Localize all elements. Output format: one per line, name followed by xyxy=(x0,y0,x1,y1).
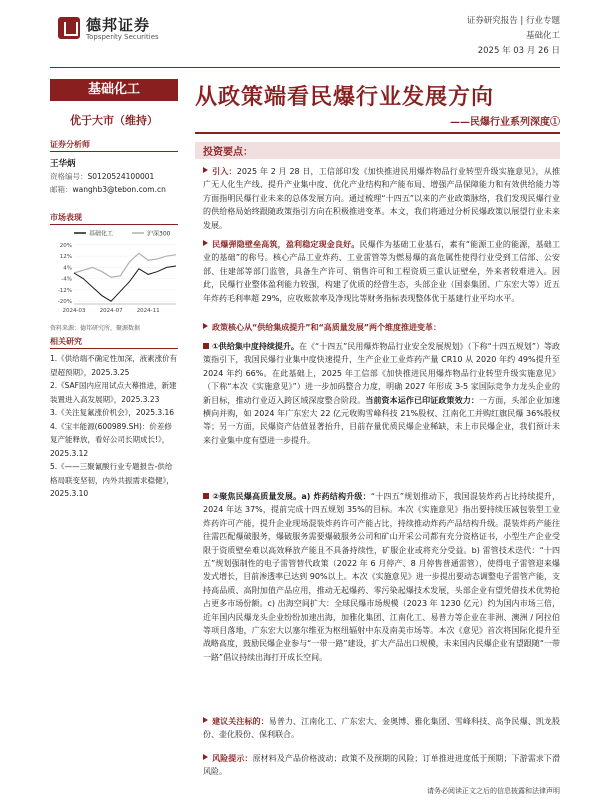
bullet-icon xyxy=(203,240,208,246)
cert-number: S0120524100001 xyxy=(87,172,155,181)
header-divider xyxy=(50,67,560,68)
risk-label: 风险提示： xyxy=(212,754,253,763)
intro-paragraph xyxy=(203,165,560,232)
supply-bold: 当前资本运作已印证政策效力： xyxy=(365,395,479,405)
y-tick-label: 20% xyxy=(59,242,72,249)
square-bullet-icon xyxy=(203,343,209,349)
recommend-label: 建议关注标的： xyxy=(212,717,269,726)
email-link[interactable]: wanghb3@tebon.com.cn xyxy=(72,185,166,194)
quality-sub-a: a) 炸药结构升级： xyxy=(301,492,371,501)
related-item[interactable]: 5.《——三聚氰酸行业专题报告-供给格局联变坚韧，内外共振需求稳健》，2025.3.10 xyxy=(50,462,174,498)
quality-text: “十四五”规划推动下，我国混装炸药占比持续提升，2024 年达 37%，提前完成十四五规划 35%的目标。本次《实施意见》指出要持续压减包装型工业炸药许可产能，提升企业现场混装炸药许可产能占比，持续推动炸药产品结构升级。混装炸药产能往往需匹配爆破服务，爆破服务需要爆破服务公司和矿山开采公司都有充分资格证书，小型生产企业受限于资质壁垒难以高效释放产能且不具备持续性，矿服企业或将充分受益。b) 雷管技术迭代：“十四五”规划强制性的电子雷管替代政策（2022 年 6 月停产、8 月停售普通雷管），使得电子雷管迎来爆发式增长，目前渗透率已达到 90%以上。本次《实施意见》进一步提出要动态调整电子雷管产能，支持高品质、高附加值产品应用，推动无起爆药、零污染起爆技术发展，头部企业有望凭借技术优势抢占更多市场份额。c) 出海空间扩大：全球民爆市场规模（2023 年 1230 亿元）约为国内市场三倍，近年国内民爆龙头企业纷纷加速出海，加雅化集团、江南化工、易普力等企业在非洲、澳洲 / 阿拉伯等项目落地，广东宏大以塞尔维亚为枢纽辐射中东及南美市场等。本次《意见》首次将国际化提升至战略高度，鼓励民爆企业参与“一带一路”建设，扩大产品出口规模，未来国内民爆企业有望跟随“一带一路”倡议持续出海打开成长空间。 xyxy=(203,492,560,662)
cert-label: 资格编号： xyxy=(50,172,88,181)
intro-label: 引入： xyxy=(212,167,237,176)
analyst-email xyxy=(50,184,166,195)
report-date: 2025 年 03 月 26 日 xyxy=(477,46,560,56)
logo-text: 德邦证券 xyxy=(86,16,151,34)
recommend-text: 易普力、江南化工、广东宏大、金奥博、雅化集团、雪峰科技、高争民爆、凯龙股份、壶化股份、保利联合。 xyxy=(203,717,561,740)
related-heading: 相关研究 xyxy=(50,336,178,349)
y-tick-label: 12% xyxy=(59,254,72,261)
related-item[interactable]: 2.《SAF国内应用试点大幕推进，新建装置进入高发展期》，2025.3.23 xyxy=(50,381,177,404)
intro-text: 2025 年 2 月 28 日，工信部印发《加快推进民用爆炸物品行业转型升级实施意见》，从推广无人化生产线、提升产业集中度、优化产业结构和产能布局、增强产品保障能力和有效供给能力等方面指明民爆行业未来的总体发展方向。通过梳理“十四五”以来的产业政策脉络，我们发现民爆行业的供给格局始终跟随政策指引方向在积极推进变革。本文，我们将通过分析民爆政策以展望行业未来发展。 xyxy=(203,167,561,230)
related-item[interactable]: 3.《关注复氟涨价机会》，2025.3.16 xyxy=(50,408,175,417)
y-tick-label: 4% xyxy=(63,265,72,272)
barrier-paragraph xyxy=(203,238,560,305)
page-subtitle: ——民爆行业系列深度① xyxy=(450,117,560,128)
square-bullet-icon xyxy=(203,493,209,499)
y-tick-label: -20% xyxy=(57,299,72,306)
supply-label: ①供给集中度持续提升。 xyxy=(212,342,299,351)
title-divider xyxy=(195,132,560,134)
barrier-text: 民爆作为基础工业基石，素有“能源工业的能源，基础工业的基础”的称号。核心产品工业炸药、工业雷管等为燃易爆的高危属性使得行业受到工信部、公安部、住建部等部门监管，具备生产许可、销售许可和工程资质三重认证壁垒，外来者较难进入。因此，民爆行业整体盈利能力较强，构建了优质的经营生态，头部企业（国泰集团、广东宏大等）近五年炸药毛利率超 29%，应收账款率及净现比等财务指标表现整体优于基建行业平均水平。 xyxy=(203,240,560,303)
risk-paragraph xyxy=(203,752,560,779)
header-meta xyxy=(420,14,560,59)
policy-text: 政策核心从“供给集成提升”和“高质量发展”两个维度推进变革： xyxy=(212,323,442,332)
related-item[interactable]: 1.《供给端不确定性加深，液素涨价有望超预期》，2025.3.25 xyxy=(50,354,178,377)
company-logo-icon xyxy=(58,17,80,39)
header-sector: 基础化工 xyxy=(525,31,560,41)
quality-paragraph xyxy=(203,490,560,664)
analyst-name: 王华炳 xyxy=(50,159,76,169)
page-title: 从政策端看民爆行业发展方向 xyxy=(195,84,495,110)
supply-text-2: 一方面，头部企业加速横向并购，如 2024 年广东宏大 22 亿元收购雪峰科技 21%股权、江南化工并购红旗民爆 36%股权等；另一方面，民爆资产估值显著抬升，目前存量优质民爆企业稀缺，未上市民爆企业，我们预计未来行业集中度有望进一步提升。 xyxy=(203,395,561,445)
y-tick-label: -4% xyxy=(61,276,72,283)
recommend-paragraph xyxy=(203,715,560,742)
analyst-heading: 证券分析师 xyxy=(50,139,178,152)
sector-tag: 基础化工 xyxy=(50,79,178,101)
market-chart-svg xyxy=(50,228,178,320)
policy-paragraph xyxy=(203,321,560,334)
risk-text: 原材料及产品价格波动；政策不及预期的风险；订单推进进度低于预期；下游需求下滑风险。 xyxy=(203,754,561,777)
chart-source: 资料来源：德邦研究所，聚源数据 xyxy=(50,325,141,332)
bullet-icon xyxy=(203,717,208,723)
bullet-icon xyxy=(203,323,208,329)
quality-label: ②聚焦民爆高质量发展。 xyxy=(212,492,302,501)
barrier-label: 民爆弹隐壁垒高筑，盈利稳定现金良好。 xyxy=(212,240,360,249)
bullet-icon xyxy=(203,167,208,173)
related-list xyxy=(50,352,178,501)
related-item[interactable]: 4.《宝丰能源(600989.SH)：价差修复产能释放，看好公司长期成长!》，2025.3.12 xyxy=(50,421,172,458)
series-line xyxy=(74,253,176,277)
analyst-cert xyxy=(50,171,154,182)
market-chart xyxy=(50,228,178,320)
legend-label: 基础化工 xyxy=(89,230,114,238)
legend-label: 沪深300 xyxy=(147,230,171,238)
bullet-icon xyxy=(203,754,208,760)
rating: 优于大市（维持） xyxy=(70,114,158,127)
report-type: 证券研究报告 | 行业专题 xyxy=(466,16,560,26)
points-label: 投资要点： xyxy=(203,147,253,158)
footer-disclaimer: 请务必阅读正文之后的信息披露和法律声明 xyxy=(427,787,560,795)
supply-text: 在《“十四五”民用爆炸物品行业安全发展规划》（下称“十四五规划”）等政策指引下，我国民爆行业集中度快速提升，生产企业工业炸药产量 CR10 从 2020 年约 49%提升至 2024 年约 66%。在此基础上，2025 年工信部《加快推进民用爆炸物品行业转型升级实施意见》（下称“本次《实施意见》”）进一步加码整合力度，明确 2027 年形成 3-5 家国际竞争力龙头企业的新目标，推动行业迈入跨区域深度整合阶段。 xyxy=(203,342,561,405)
market-heading: 市场表现 xyxy=(50,212,178,225)
logo-english-text: Topsperity Securities xyxy=(86,33,159,41)
supply-paragraph xyxy=(203,340,560,447)
y-tick-label: -12% xyxy=(57,287,72,294)
x-tick-label: 2024-03 xyxy=(62,308,86,314)
email-label: 邮箱： xyxy=(50,185,73,194)
x-tick-label: 2024-07 xyxy=(99,308,123,314)
x-tick-label: 2024-11 xyxy=(136,308,160,314)
series-line xyxy=(74,266,176,301)
